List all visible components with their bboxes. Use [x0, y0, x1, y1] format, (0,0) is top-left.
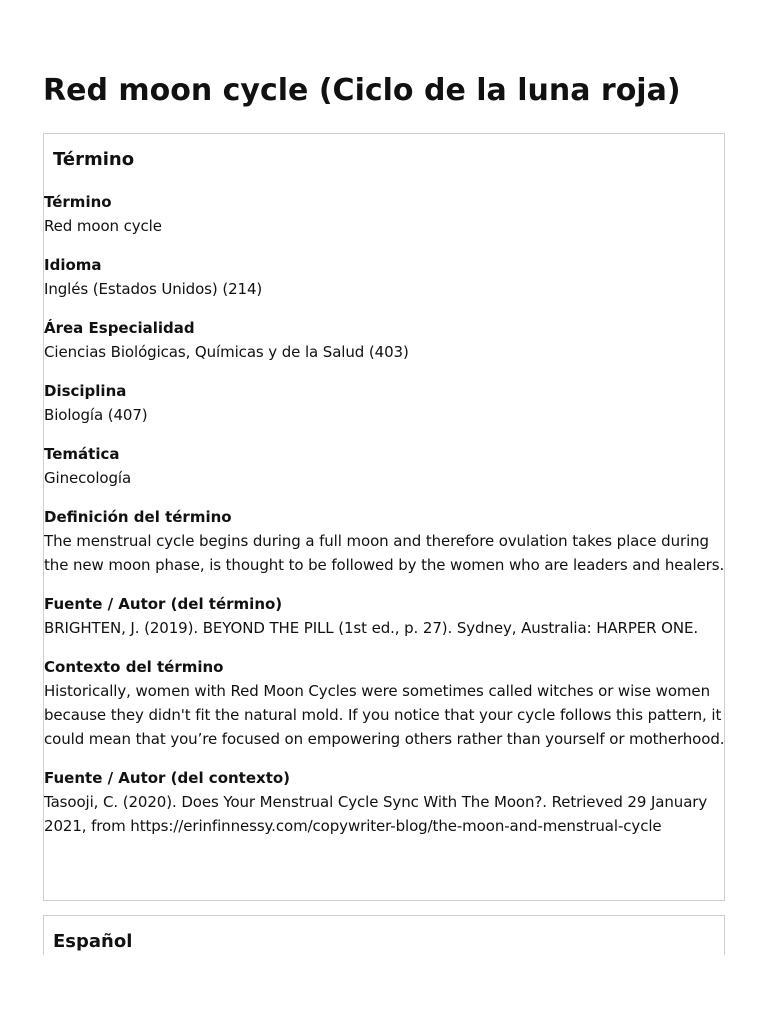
field-value: Red moon cycle	[44, 217, 162, 235]
field-value: BRIGHTEN, J. (2019). BEYOND THE PILL (1st ed., p. 27). Sydney, Australia: HARPER ONE.	[44, 619, 699, 637]
field-value: Biología (407)	[44, 406, 148, 424]
page-bottom-margin	[0, 955, 768, 1024]
field-tematica	[44, 442, 726, 490]
field-value: Inglés (Estados Unidos) (214)	[44, 280, 263, 298]
field-value: Ginecología	[44, 469, 132, 487]
field-value: Historically, women with Red Moon Cycles were sometimes called witches or wise women because they didn't fit the natural mold. If you notice that your cycle follows this pattern, it could mean that you’re focused on empowering others rather than yourself or motherhood.	[44, 682, 725, 748]
field-label: Temática	[44, 445, 120, 463]
field-disciplina	[44, 379, 726, 427]
field-fuente-termino	[44, 592, 726, 640]
page-title: Red moon cycle (Ciclo de la luna roja)	[43, 73, 681, 108]
field-label: Idioma	[44, 256, 102, 274]
field-idioma	[44, 253, 726, 301]
field-label: Disciplina	[44, 382, 127, 400]
field-contexto	[44, 655, 726, 751]
field-definicion	[44, 505, 726, 577]
term-panel-heading: Término	[53, 149, 135, 170]
field-value: The menstrual cycle begins during a full moon and therefore ovulation takes place during the new moon phase, is thought to be followed by the women who are leaders and healers.	[44, 532, 725, 574]
field-label: Contexto del término	[44, 658, 224, 676]
term-panel	[43, 133, 725, 901]
spanish-panel-heading: Español	[53, 931, 133, 952]
field-area-especialidad	[44, 316, 726, 364]
field-label: Fuente / Autor (del término)	[44, 595, 283, 613]
field-fuente-contexto	[44, 766, 726, 838]
field-value: Ciencias Biológicas, Químicas y de la Salud (403)	[44, 343, 409, 361]
field-label: Término	[44, 193, 112, 211]
field-termino	[44, 190, 726, 238]
term-fields	[44, 190, 726, 853]
field-value: Tasooji, C. (2020). Does Your Menstrual Cycle Sync With The Moon?. Retrieved 29 January 2021, from https://erinfinnessy.com/copywriter-blog/the-moon-and-menstrual-cycle	[44, 793, 708, 835]
field-label: Fuente / Autor (del contexto)	[44, 769, 291, 787]
field-label: Área Especialidad	[44, 319, 195, 337]
field-label: Definición del término	[44, 508, 232, 526]
